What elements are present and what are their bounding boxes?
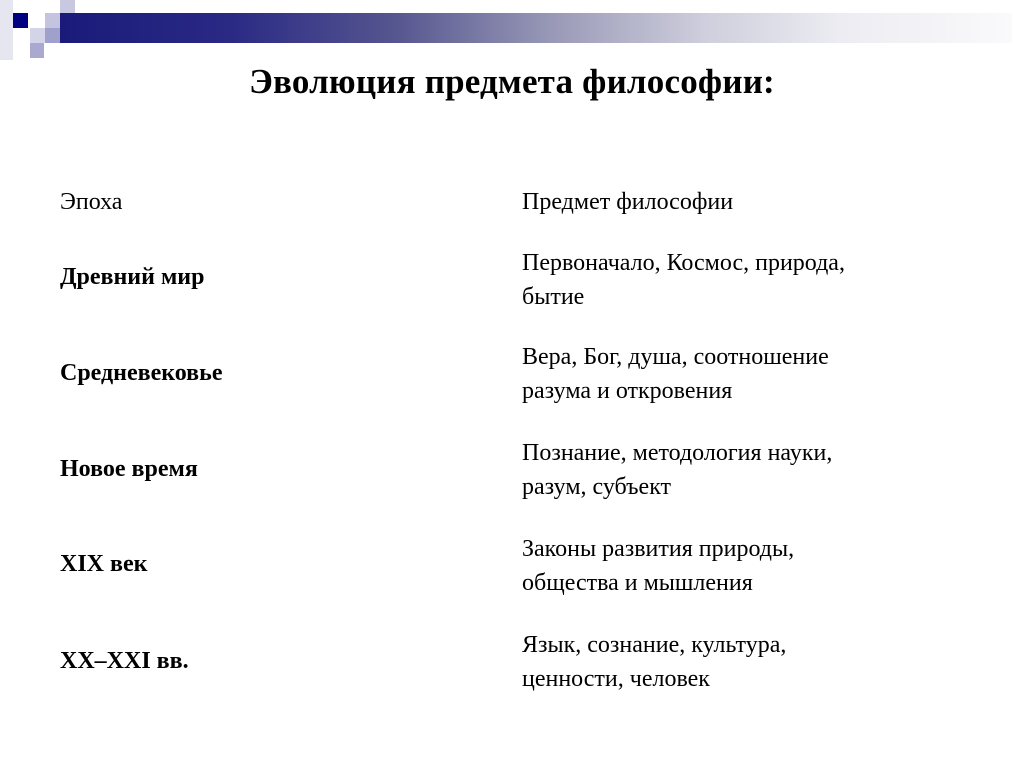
subject-ancient-world <box>522 246 942 314</box>
subject-line: разума и откровения <box>522 378 733 404</box>
subject-line: бытие <box>522 284 585 310</box>
slide-title: Эволюция предмета философии: <box>249 62 775 101</box>
deco-square-mid-4 <box>45 28 60 43</box>
deco-square-light-top <box>60 0 75 13</box>
deco-square-bottom <box>30 43 44 58</box>
subject-middle-ages <box>522 340 942 408</box>
subject-line: Вера, Бог, душа, соотношение <box>522 344 829 370</box>
subject-line: ценности, человек <box>522 666 710 692</box>
column-header-era: Эпоха <box>60 189 123 215</box>
era-modern-times: Новое время <box>60 456 198 482</box>
subject-modern-times <box>522 436 942 504</box>
subject-20th-21st-century <box>522 628 942 696</box>
subject-line: Законы развития природы, <box>522 536 795 562</box>
column-header-subject: Предмет философии <box>522 189 734 215</box>
deco-square-mid-1 <box>45 13 60 28</box>
subject-line: разум, субъект <box>522 474 672 500</box>
era-19th-century: XIX век <box>60 551 148 577</box>
subject-line: Первоначало, Космос, природа, <box>522 250 845 276</box>
subject-line: Язык, сознание, культура, <box>522 632 787 658</box>
era-ancient-world: Древний мир <box>60 264 205 290</box>
deco-square-mid-3 <box>30 28 45 43</box>
subject-line: общества и мышления <box>522 570 753 596</box>
era-20th-21st-century: XX–XXI вв. <box>60 648 189 674</box>
deco-square-dark <box>13 13 28 28</box>
deco-square-light-left <box>0 0 13 60</box>
subject-line: Познание, методология науки, <box>522 440 833 466</box>
subject-19th-century <box>522 532 942 600</box>
era-middle-ages: Средневековье <box>60 360 223 386</box>
header-gradient-bar <box>60 13 1012 43</box>
